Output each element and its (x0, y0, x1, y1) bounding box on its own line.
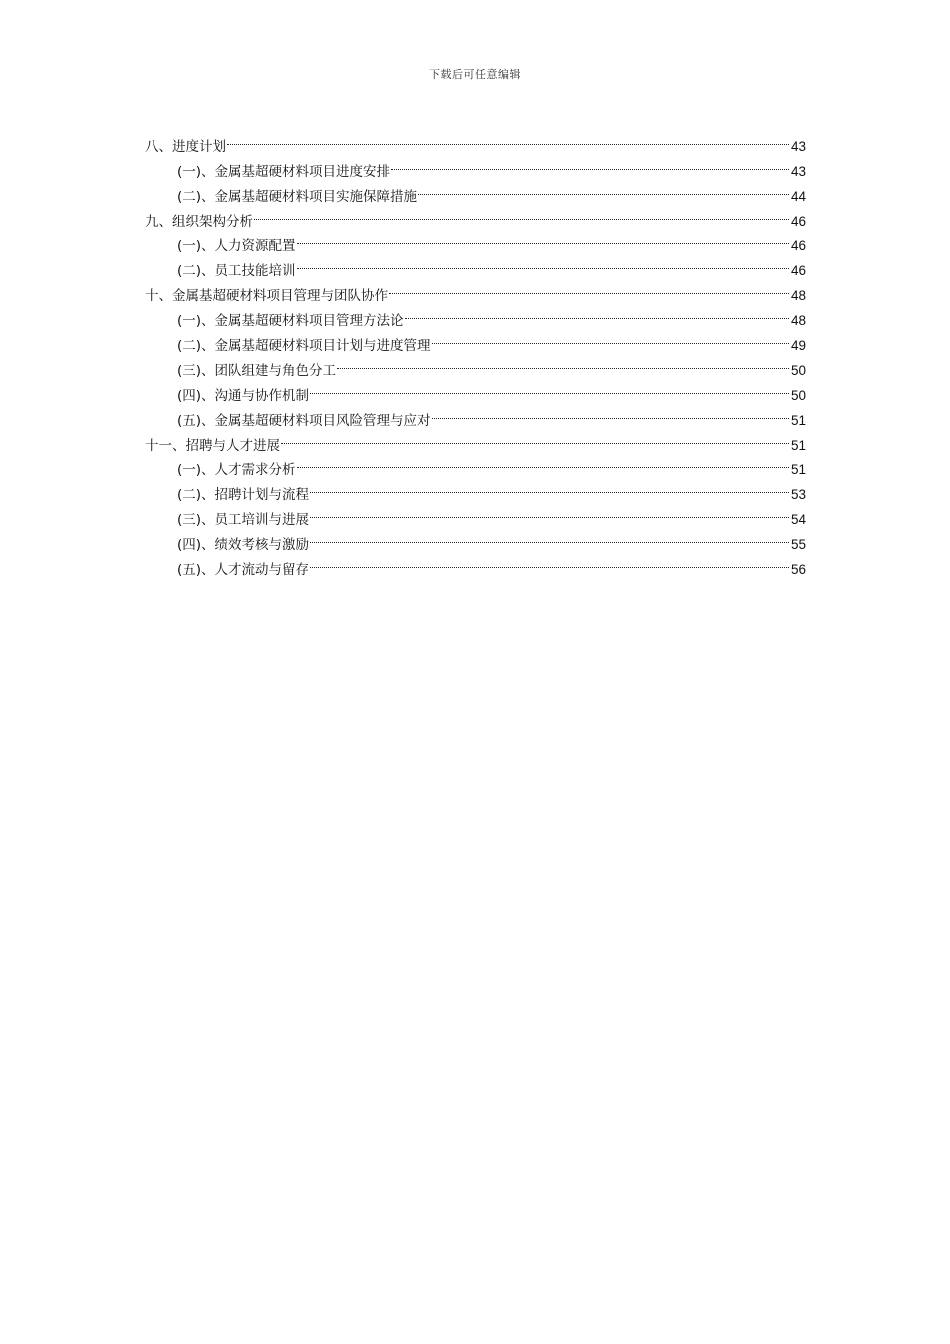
toc-page-number: 51 (790, 462, 806, 478)
toc-page-number: 50 (790, 362, 806, 378)
toc-dot-leader (309, 524, 791, 549)
toc-page-number: 43 (790, 138, 806, 154)
toc-page-number: 51 (790, 412, 806, 428)
toc-entry-label: (一)、金属基超硬材料项目管理方法论 (177, 313, 404, 330)
toc-page-number: 48 (790, 288, 806, 304)
toc-entry-label: (二)、招聘计划与流程 (177, 487, 310, 504)
toc-page-number: 46 (790, 263, 806, 279)
toc-page-number: 53 (790, 487, 806, 503)
page-header-note: 下载后可任意编辑 (429, 68, 521, 81)
toc-dot-leader (404, 300, 791, 325)
toc-dot-leader (388, 275, 791, 300)
toc-dot-leader (309, 375, 791, 400)
toc-dot-leader (431, 400, 791, 425)
toc-entry-label: (一)、金属基超硬材料项目进度安排 (177, 163, 391, 180)
toc-entry-label: (二)、金属基超硬材料项目实施保障措施 (177, 188, 418, 205)
toc-entry-label: (二)、金属基超硬材料项目计划与进度管理 (177, 338, 431, 355)
toc-page-number: 46 (790, 213, 806, 229)
toc-page-number: 51 (790, 437, 806, 453)
toc-entry-label: 八、进度计划 (145, 138, 226, 155)
toc-entry-label: 十一、招聘与人才进展 (145, 437, 280, 454)
toc-dot-leader (417, 176, 791, 201)
toc-dot-leader (336, 350, 791, 375)
toc-page-number: 44 (790, 188, 806, 204)
toc-entry-label: (四)、绩效考核与激励 (177, 537, 310, 554)
toc-dot-leader (390, 151, 791, 176)
toc-entry-label: 九、组织架构分析 (145, 213, 253, 230)
toc-entry-label: (五)、人才流动与留存 (177, 562, 310, 579)
toc-dot-leader (296, 250, 791, 275)
toc-dot-leader (226, 126, 791, 151)
toc-page-number: 54 (790, 512, 806, 528)
toc-dot-leader (296, 450, 791, 475)
toc-dot-leader (296, 226, 791, 251)
toc-dot-leader (280, 425, 791, 450)
table-of-contents (145, 126, 806, 579)
toc-page-number: 48 (790, 313, 806, 329)
toc-dot-leader (309, 474, 791, 499)
toc-page-number: 46 (790, 238, 806, 254)
toc-entry-label: (一)、人才需求分析 (177, 462, 296, 479)
toc-page-number: 50 (790, 387, 806, 403)
toc-chapter-entry[interactable] (145, 126, 806, 155)
toc-dot-leader (309, 549, 791, 574)
toc-entry-label: (四)、沟通与协作机制 (177, 387, 310, 404)
toc-dot-leader (309, 499, 791, 524)
toc-entry-label: (一)、人力资源配置 (177, 238, 296, 255)
toc-page-number: 55 (790, 537, 806, 553)
toc-dot-leader (431, 325, 791, 350)
toc-entry-label: (五)、金属基超硬材料项目风险管理与应对 (177, 412, 431, 429)
toc-entry-label: (三)、员工培训与进展 (177, 512, 310, 529)
toc-page-number: 49 (790, 338, 806, 354)
toc-entry-label: 十、金属基超硬材料项目管理与团队协作 (145, 288, 388, 305)
toc-page-number: 56 (790, 562, 806, 578)
toc-entry-label: (二)、员工技能培训 (177, 263, 296, 280)
toc-section-entry[interactable] (145, 151, 806, 180)
toc-dot-leader (253, 201, 791, 226)
toc-entry-label: (三)、团队组建与角色分工 (177, 362, 337, 379)
toc-page-number: 43 (790, 163, 806, 179)
